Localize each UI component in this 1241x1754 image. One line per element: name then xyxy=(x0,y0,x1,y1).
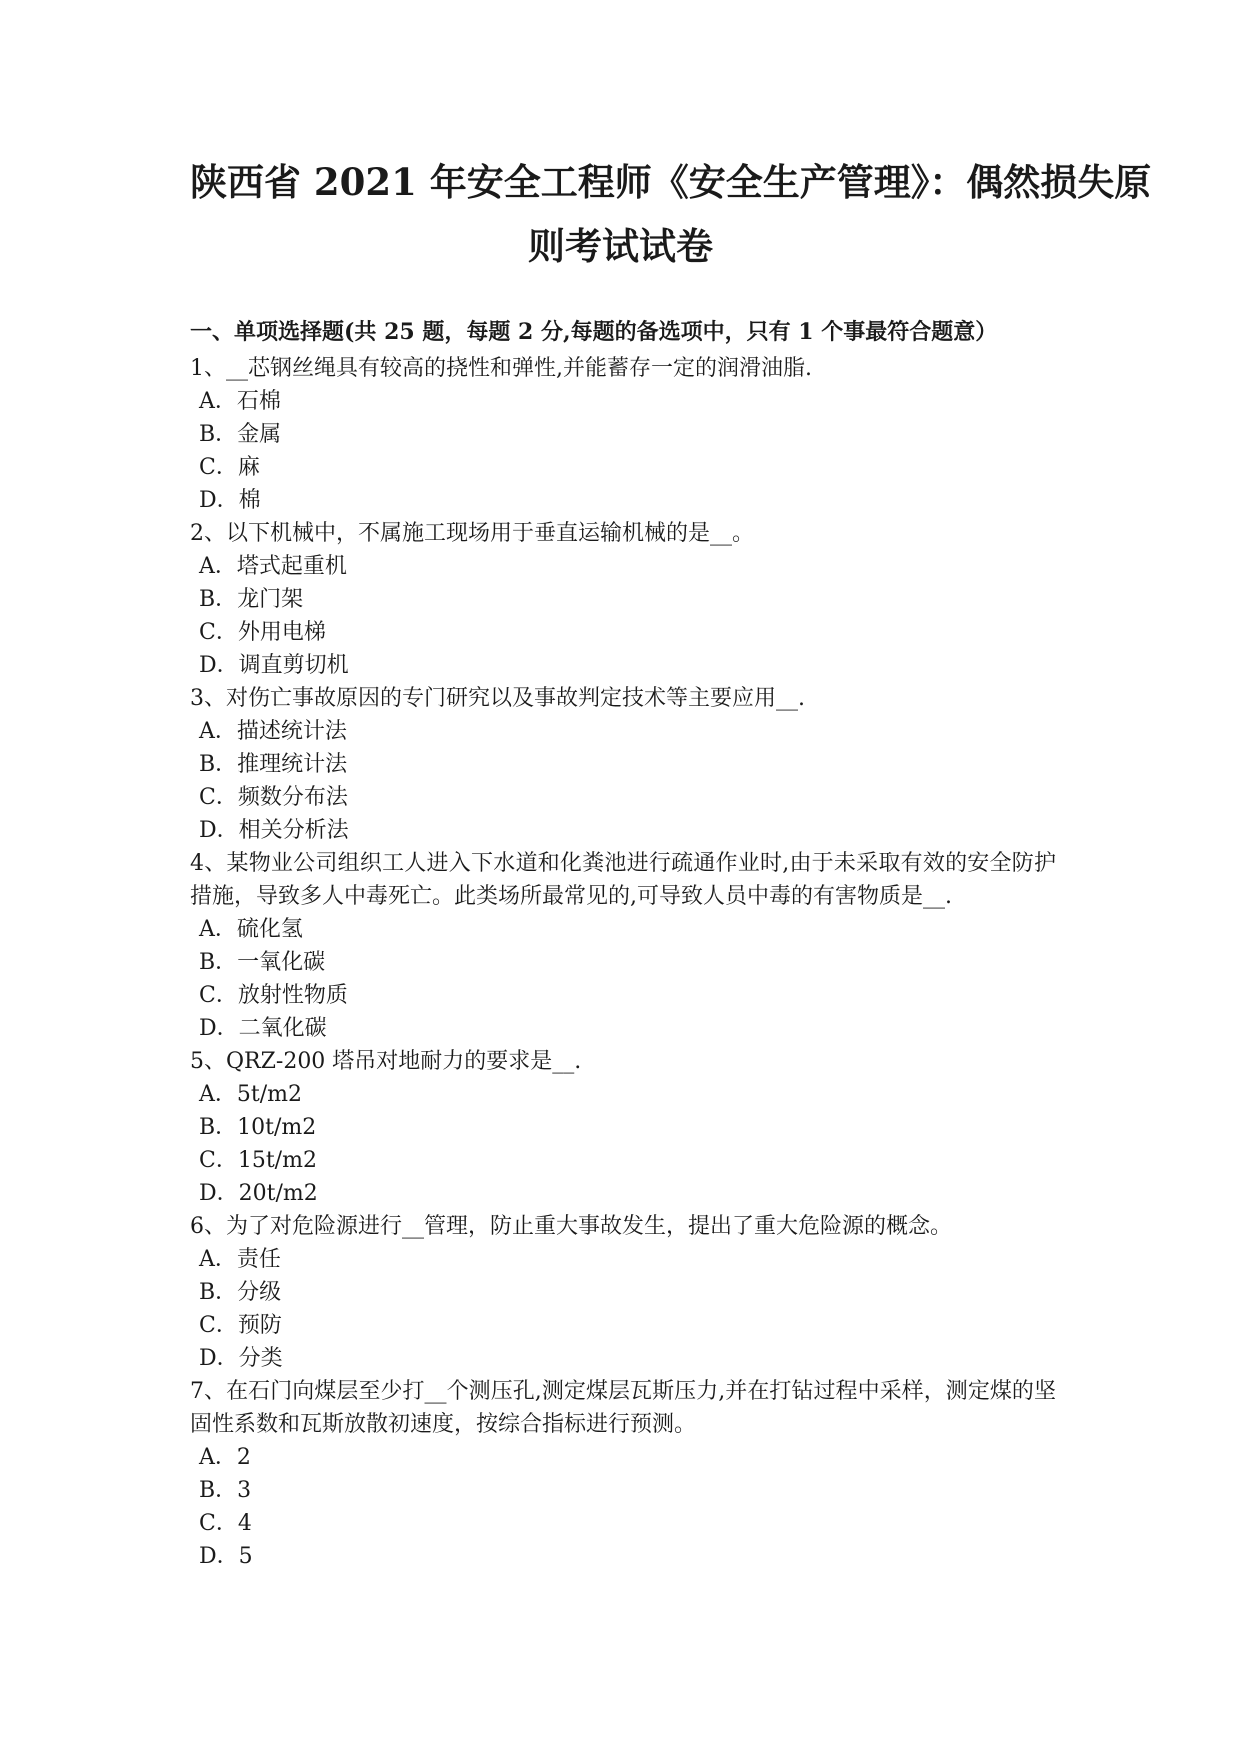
question-3 xyxy=(190,682,1056,847)
option-b: B．推理统计法 xyxy=(199,752,348,777)
option-b: B．10t/m2 xyxy=(199,1115,317,1140)
page-title-line-1: 陕西省 2021 年安全工程师《安全生产管理》：偶然损失原 xyxy=(190,160,1152,204)
option-d: D．5 xyxy=(199,1544,253,1569)
option-b: B．一氧化碳 xyxy=(199,950,326,975)
option-b: B．龙门架 xyxy=(199,587,304,612)
option-a: A．2 xyxy=(199,1445,251,1470)
option-a: A．5t/m2 xyxy=(199,1082,302,1107)
question-5 xyxy=(190,1045,1056,1210)
option-d: D．分类 xyxy=(199,1346,283,1371)
option-a: A．石棉 xyxy=(199,389,281,414)
section-heading: 一、单项选择题(共 25 题，每题 2 分,每题的备选项中，只有 1 个事最符合题意） xyxy=(190,319,998,345)
question-text: 3、对伤亡事故原因的专门研究以及事故判定技术等主要应用__. xyxy=(190,686,805,711)
question-6 xyxy=(190,1210,1056,1375)
question-2 xyxy=(190,517,1056,682)
option-c: C．频数分布法 xyxy=(199,785,348,810)
question-text: 5、QRZ-200 塔吊对地耐力的要求是__. xyxy=(190,1049,582,1074)
question-text: 7、在石门向煤层至少打__个测压孔,测定煤层瓦斯压力,并在打钻过程中采样，测定煤的坚固性系数和瓦斯放散初速度，按综合指标进行预测。 xyxy=(190,1379,1056,1437)
option-b: B．3 xyxy=(199,1478,252,1503)
option-c: C．预防 xyxy=(199,1313,282,1338)
question-7 xyxy=(190,1375,1056,1573)
question-1 xyxy=(190,352,1056,517)
option-d: D．二氧化碳 xyxy=(199,1016,327,1041)
question-text: 2、以下机械中，不属施工现场用于垂直运输机械的是__。 xyxy=(190,521,754,546)
option-c: C．4 xyxy=(199,1511,252,1536)
question-text: 1、__芯钢丝绳具有较高的挠性和弹性,并能蓄存一定的润滑油脂. xyxy=(190,356,812,381)
option-d: D．棉 xyxy=(199,488,261,513)
option-a: A．塔式起重机 xyxy=(199,554,347,579)
page-title-line-2: 则考试试卷 xyxy=(528,224,713,268)
option-a: A．硫化氢 xyxy=(199,917,303,942)
option-c: C．外用电梯 xyxy=(199,620,326,645)
option-b: B．分级 xyxy=(199,1280,282,1305)
option-a: A．描述统计法 xyxy=(199,719,347,744)
option-c: C．15t/m2 xyxy=(199,1148,317,1173)
option-c: C．麻 xyxy=(199,455,260,480)
question-4 xyxy=(190,847,1056,1045)
option-a: A．责任 xyxy=(199,1247,281,1272)
question-text: 4、某物业公司组织工人进入下水道和化粪池进行疏通作业时,由于未采取有效的安全防护措施，导致多人中毒死亡。此类场所最常见的,可导致人员中毒的有害物质是__. xyxy=(190,851,1056,909)
option-b: B．金属 xyxy=(199,422,282,447)
option-d: D．调直剪切机 xyxy=(199,653,349,678)
question-text: 6、为了对危险源进行__管理，防止重大事故发生，提出了重大危险源的概念。 xyxy=(190,1214,952,1239)
option-d: D．相关分析法 xyxy=(199,818,349,843)
question-list xyxy=(190,352,1056,1573)
option-c: C．放射性物质 xyxy=(199,983,348,1008)
option-d: D．20t/m2 xyxy=(199,1181,318,1206)
